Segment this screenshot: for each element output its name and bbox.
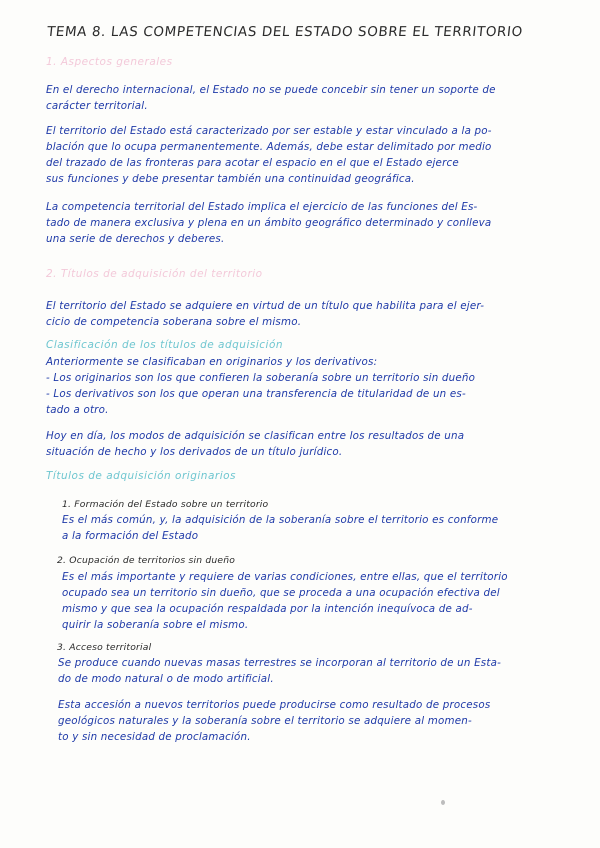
text-line: Hoy en día, los modos de adquisición se clasifican entre los resultados de una bbox=[46, 430, 465, 442]
text-line: carácter territorial. bbox=[46, 100, 148, 112]
paragraph bbox=[62, 569, 562, 633]
paragraph bbox=[46, 428, 556, 460]
text-line: Se produce cuando nuevas masas terrestres se incorporan al territorio de un Esta- bbox=[58, 657, 502, 669]
paragraph bbox=[46, 82, 556, 114]
text-line: quirir la soberanía sobre el mismo. bbox=[62, 619, 249, 631]
text-line: El territorio del Estado se adquiere en virtud de un título que habilita para el ejer- bbox=[46, 300, 485, 312]
text-line: Es el más común, y, la adquisición de la soberanía sobre el territorio es conforme bbox=[62, 514, 499, 526]
text-line: situación de hecho y los derivados de un título jurídico. bbox=[46, 446, 343, 458]
text-line: a la formación del Estado bbox=[62, 530, 199, 542]
text-line: to y sin necesidad de proclamación. bbox=[58, 731, 251, 743]
paragraph bbox=[46, 123, 556, 187]
ink-dot bbox=[441, 800, 445, 805]
text-line: La competencia territorial del Estado implica el ejercicio de las funciones del Es- bbox=[46, 201, 478, 213]
text-line: Anteriormente se clasificaban en originarios y los derivativos: bbox=[46, 356, 378, 368]
text-line: una serie de derechos y deberes. bbox=[46, 233, 225, 245]
text-line: sus funciones y debe presentar también una continuidad geográfica. bbox=[46, 173, 415, 185]
section-heading-titles: 2. Títulos de adquisición del territorio bbox=[46, 268, 263, 280]
text-line: - Los derivativos son los que operan una transferencia de titularidad de un es- bbox=[46, 388, 466, 400]
text-line: mismo y que sea la ocupación respaldada por la intención inequívoca de ad- bbox=[62, 603, 473, 615]
text-line: tado de manera exclusiva y plena en un ámbito geográfico determinado y conlleva bbox=[46, 217, 492, 229]
text-line: cicio de competencia soberana sobre el mismo. bbox=[46, 316, 302, 328]
text-line: blación que lo ocupa permanentemente. Además, debe estar delimitado por medio bbox=[46, 141, 492, 153]
text-line: tado a otro. bbox=[46, 404, 109, 416]
text-line: En el derecho internacional, el Estado no se puede concebir sin tener un soporte de bbox=[46, 84, 496, 96]
paragraph bbox=[62, 512, 562, 544]
item-label: 3. Acceso territorial bbox=[57, 642, 152, 653]
text-line: El territorio del Estado está caracterizado por ser estable y estar vinculado a la po- bbox=[46, 125, 492, 137]
paragraph bbox=[46, 199, 556, 247]
text-line: do de modo natural o de modo artificial. bbox=[58, 673, 274, 685]
text-line: Es el más importante y requiere de varias condiciones, entre ellas, que el territorio bbox=[62, 571, 508, 583]
text-line: del trazado de las fronteras para acotar el espacio en el que el Estado ejerce bbox=[46, 157, 459, 169]
text-line: ocupado sea un territorio sin dueño, que se proceda a una ocupación efectiva del bbox=[62, 587, 500, 599]
subheading-originary-titles: Títulos de adquisición originarios bbox=[46, 470, 237, 482]
subheading-classification: Clasificación de los títulos de adquisición bbox=[46, 339, 284, 351]
text-line: - Los originarios son los que confieren la soberanía sobre un territorio sin dueño bbox=[46, 372, 476, 384]
paragraph bbox=[46, 298, 556, 330]
text-line: Esta accesión a nuevos territorios puede producirse como resultado de procesos bbox=[58, 699, 491, 711]
item-label: 1. Formación del Estado sobre un territorio bbox=[62, 499, 269, 510]
text-line: geológicos naturales y la soberanía sobre el territorio se adquiere al momen- bbox=[58, 715, 472, 727]
section-heading-general: 1. Aspectos generales bbox=[46, 56, 173, 68]
paragraph bbox=[58, 697, 563, 745]
item-label: 2. Ocupación de territorios sin dueño bbox=[57, 555, 236, 566]
paragraph bbox=[58, 655, 563, 687]
page-title: TEMA 8. LAS COMPETENCIAS DEL ESTADO SOBRE EL TERRITORIO bbox=[46, 24, 524, 40]
paragraph bbox=[46, 354, 556, 418]
